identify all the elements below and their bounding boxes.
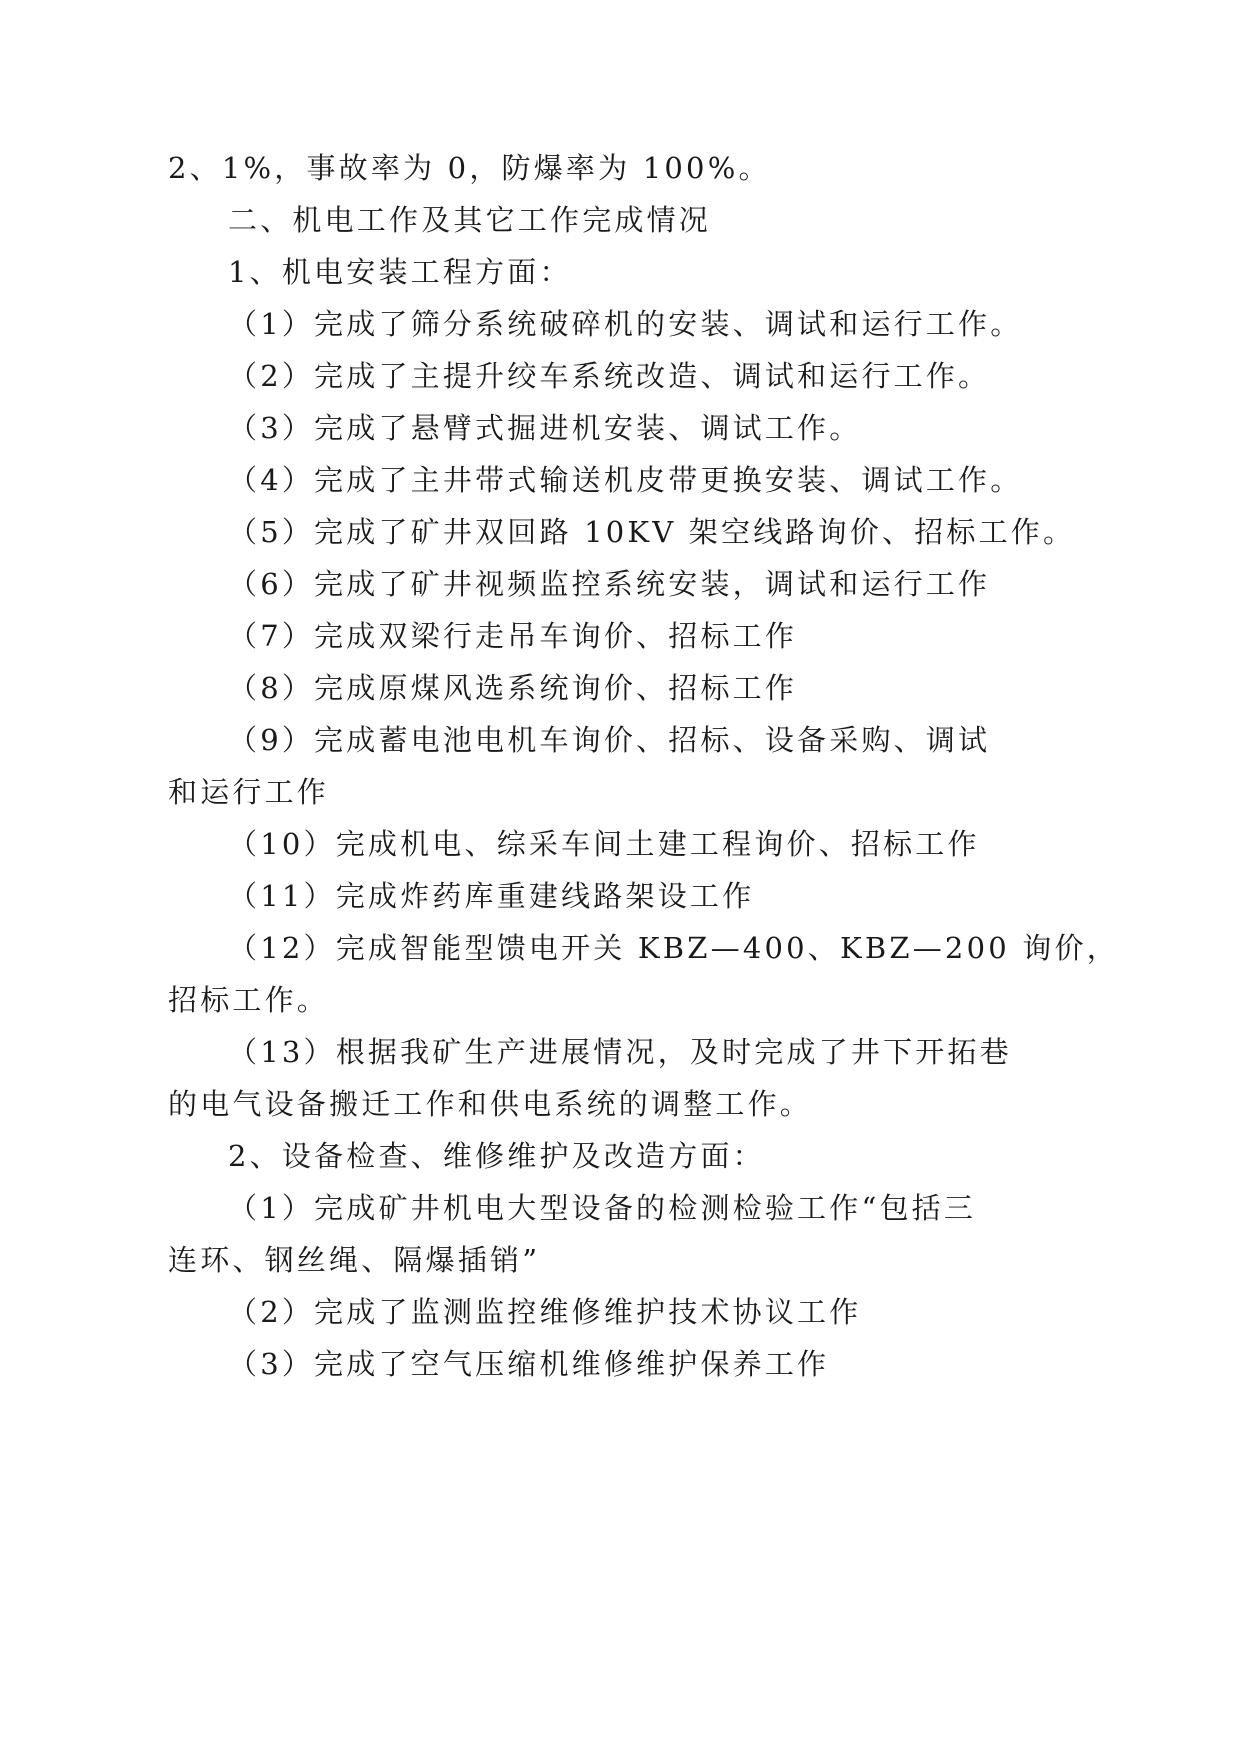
list-item-5: （5）完成了矿井双回路 10KV 架空线路询价、招标工作。	[228, 515, 1076, 549]
maintenance-item-2: （2）完成了监测监控维修维护技术协议工作	[228, 1295, 862, 1329]
list-item-13: （13）根据我矿生产进展情况，及时完成了井下开拓巷	[228, 1035, 1012, 1069]
list-item-8: （8）完成原煤风选系统询价、招标工作	[228, 671, 798, 705]
list-item-12: （12）完成智能型馈电开关 KBZ—400、KBZ—200 询价，	[228, 931, 1119, 965]
list-item-9: （9）完成蓄电池电机车询价、招标、设备采购、调试	[228, 723, 991, 757]
list-item-4: （4）完成了主井带式输送机皮带更换安装、调试工作。	[228, 463, 1023, 497]
list-item-3: （3）完成了悬臂式掘进机安装、调试工作。	[228, 411, 862, 445]
list-item-1: （1）完成了筛分系统破碎机的安装、调试和运行工作。	[228, 307, 1023, 341]
list-item-11: （11）完成炸药库重建线路架设工作	[228, 879, 755, 913]
maintenance-item-3: （3）完成了空气压缩机维修维护保养工作	[228, 1347, 830, 1381]
list-item-7: （7）完成双梁行走吊车询价、招标工作	[228, 619, 798, 653]
paragraph-line-1: 2、1%，事故率为 0，防爆率为 100%。	[168, 151, 771, 185]
list-item-6: （6）完成了矿井视频监控系统安装，调试和运行工作	[228, 567, 991, 601]
subsection-heading-installation: 1、机电安装工程方面：	[228, 255, 572, 289]
section-heading: 二、机电工作及其它工作完成情况	[228, 203, 712, 237]
list-item-9-continued: 和运行工作	[168, 775, 330, 809]
maintenance-item-1: （1）完成矿井机电大型设备的检测检验工作“包括三	[228, 1191, 977, 1225]
subsection-heading-maintenance: 2、设备检查、维修维护及改造方面：	[228, 1139, 765, 1173]
list-item-13-continued: 的电气设备搬迁工作和供电系统的调整工作。	[168, 1087, 813, 1121]
list-item-10: （10）完成机电、综采车间土建工程询价、招标工作	[228, 827, 980, 861]
list-item-2: （2）完成了主提升绞车系统改造、调试和运行工作。	[228, 359, 991, 393]
maintenance-item-1-continued: 连环、钢丝绳、隔爆插销”	[168, 1243, 541, 1277]
list-item-12-continued: 招标工作。	[168, 983, 330, 1017]
